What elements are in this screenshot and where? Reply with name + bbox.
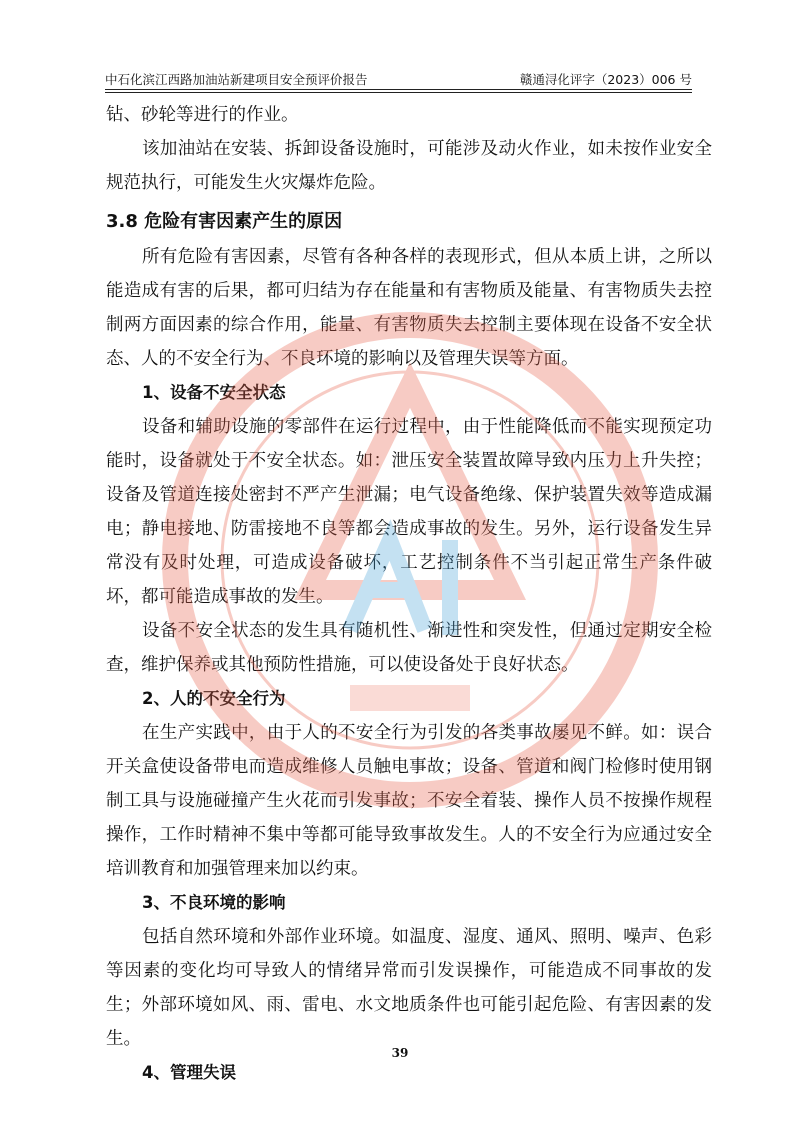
subheading-human: 2、人的不安全行为	[142, 689, 286, 708]
paragraph-hot-work: 该加油站在安装、拆卸设备设施时，可能涉及动火作业，如未按作业安全规范执行，可能发生火灾爆炸危险。	[106, 139, 712, 193]
section-title: 3.8 危险有害因素产生的原因	[106, 211, 343, 232]
subheading-management: 4、管理失误	[142, 1063, 236, 1082]
page-body	[106, 98, 712, 1090]
header-document-number: 赣通浔化评字（2023）006 号	[519, 72, 692, 87]
header-divider	[105, 89, 692, 90]
paragraph-hazard-causes: 所有危险有害因素，尽管有各种各样的表现形式，但从本质上讲，之所以能造成有害的后果，都可归结为存在能量和有害物质及能量、有害物质失去控制两方面因素的综合作用，能量、有害物质失去控制主要体现在设备不安全状态、人的不安全行为、不良环境的影响以及管理失误等方面。	[106, 247, 712, 369]
subheading-equipment: 1、设备不安全状态	[142, 383, 286, 402]
paragraph-equipment-prevention: 设备不安全状态的发生具有随机性、渐进性和突发性，但通过定期安全检查，维护保养或其他预防性措施，可以使设备处于良好状态。	[106, 621, 712, 675]
paragraph-human-behavior: 在生产实践中，由于人的不安全行为引发的各类事故屡见不鲜。如：误合开关盒使设备带电而造成维修人员触电事故；设备、管道和阀门检修时使用钢制工具与设施碰撞产生火花而引发事故；不安全着装、操作人员不按操作规程操作，工作时精神不集中等都可能导致事故发生。人的不安全行为应通过安全培训教育和加强管理来加以约束。	[106, 723, 712, 879]
subheading-environment: 3、不良环境的影响	[142, 893, 286, 912]
header-report-title: 中石化滨江西路加油站新建项目安全预评价报告	[105, 72, 368, 87]
header-divider-thin	[105, 92, 692, 93]
page-header	[105, 62, 692, 88]
paragraph-environment: 包括自然环境和外部作业环境。如温度、湿度、通风、照明、噪声、色彩等因素的变化均可导致人的情绪异常而引发误操作，可能造成不同事故的发生；外部环境如风、雨、雷电、水文地质条件也可能引起危险、有害因素的发生。	[106, 927, 712, 1049]
paragraph-continuation: 钻、砂轮等进行的作业。	[106, 105, 299, 125]
paragraph-equipment-state: 设备和辅助设施的零部件在运行过程中，由于性能降低而不能实现预定功能时，设备就处于不安全状态。如：泄压安全装置故障导致内压力上升失控；设备及管道连接处密封不严产生泄漏；电气设备绝缘、保护装置失效等造成漏电；静电接地、防雷接地不良等都会造成事故的发生。另外，运行设备发生异常没有及时处理，可造成设备破坏，工艺控制条件不当引起正常生产条件破坏，都可能造成事故的发生。	[106, 417, 712, 607]
page-number: 39	[391, 1046, 409, 1060]
